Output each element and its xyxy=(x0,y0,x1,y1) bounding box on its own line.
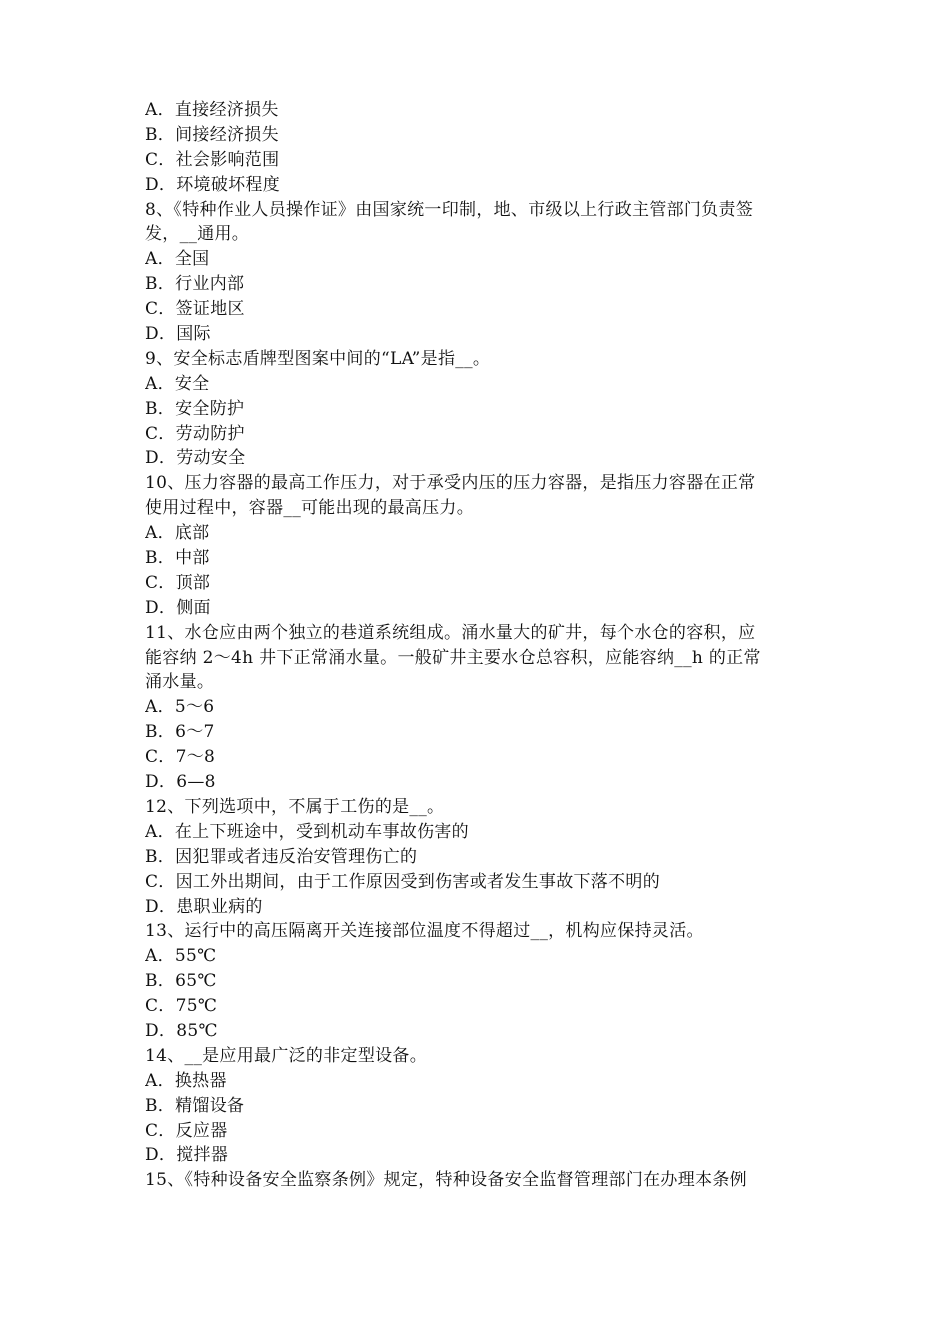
question-line: 13、运行中的高压隔离开关连接部位温度不得超过__，机构应保持灵活。 xyxy=(145,921,704,942)
option-line: A．直接经济损失 xyxy=(145,100,279,120)
option-line: D．环境破坏程度 xyxy=(145,174,281,195)
question-line: 涌水量。 xyxy=(145,672,215,693)
option-line: C．反应器 xyxy=(145,1120,228,1141)
option-line: A．安全 xyxy=(145,373,210,394)
option-line: D．侧面 xyxy=(145,597,211,618)
question-line: 9、安全标志盾牌型图案中间的“LA”是指__。 xyxy=(145,348,491,369)
option-line: D．劳动安全 xyxy=(145,448,246,469)
question-line: 12、下列选项中，不属于工伤的是__。 xyxy=(145,796,445,817)
option-line: C．签证地区 xyxy=(145,299,245,320)
option-line: D．6—8 xyxy=(145,772,216,793)
option-line: C．劳动防护 xyxy=(145,423,245,444)
question-line: 11、水仓应由两个独立的巷道系统组成。涌水量大的矿井，每个水仓的容积，应 xyxy=(145,622,756,643)
option-line: D．搅拌器 xyxy=(145,1145,229,1166)
option-line: C．顶部 xyxy=(145,572,211,593)
question-line: 能容纳 2～4h 井下正常涌水量。一般矿井主要水仓总容积，应能容纳__h 的正常 xyxy=(145,647,761,668)
option-line: C．社会影响范围 xyxy=(145,149,280,170)
option-line: B．因犯罪或者违反治安管理伤亡的 xyxy=(145,846,418,867)
question-line: 14、__是应用最广泛的非定型设备。 xyxy=(145,1045,428,1066)
question-line: 8、《特种作业人员操作证》由国家统一印制，地、市级以上行政主管部门负责签 xyxy=(145,199,754,220)
option-line: D．患职业病的 xyxy=(145,896,263,917)
option-line: B．6～7 xyxy=(145,722,215,743)
option-line: C．7～8 xyxy=(145,747,216,768)
question-line: 15、《特种设备安全监察条例》规定，特种设备安全监督管理部门在办理本条例 xyxy=(145,1170,747,1191)
question-line: 发，__通用。 xyxy=(145,224,250,245)
option-line: B．行业内部 xyxy=(145,274,245,295)
document-text-body xyxy=(145,98,817,1193)
option-line: A．全国 xyxy=(145,249,210,270)
option-line: D．国际 xyxy=(145,324,211,345)
option-line: A．底部 xyxy=(145,523,210,544)
question-line: 10、压力容器的最高工作压力，对于承受内压的压力容器，是指压力容器在正常 xyxy=(145,473,756,494)
option-line: A．换热器 xyxy=(145,1070,227,1091)
option-line: A．55℃ xyxy=(145,946,217,967)
option-line: B．安全防护 xyxy=(145,398,245,419)
option-line: A．在上下班途中，受到机动车事故伤害的 xyxy=(145,821,469,842)
option-line: C．75℃ xyxy=(145,996,218,1017)
option-line: B．中部 xyxy=(145,548,210,569)
option-line: D．85℃ xyxy=(145,1020,218,1041)
option-line: B．间接经济损失 xyxy=(145,124,279,145)
option-line: B．精馏设备 xyxy=(145,1095,245,1116)
option-line: A．5～6 xyxy=(145,697,215,718)
option-line: B．65℃ xyxy=(145,971,217,992)
question-line: 使用过程中，容器__可能出现的最高压力。 xyxy=(145,498,474,519)
option-line: C．因工外出期间，由于工作原因受到伤害或者发生事故下落不明的 xyxy=(145,871,661,892)
